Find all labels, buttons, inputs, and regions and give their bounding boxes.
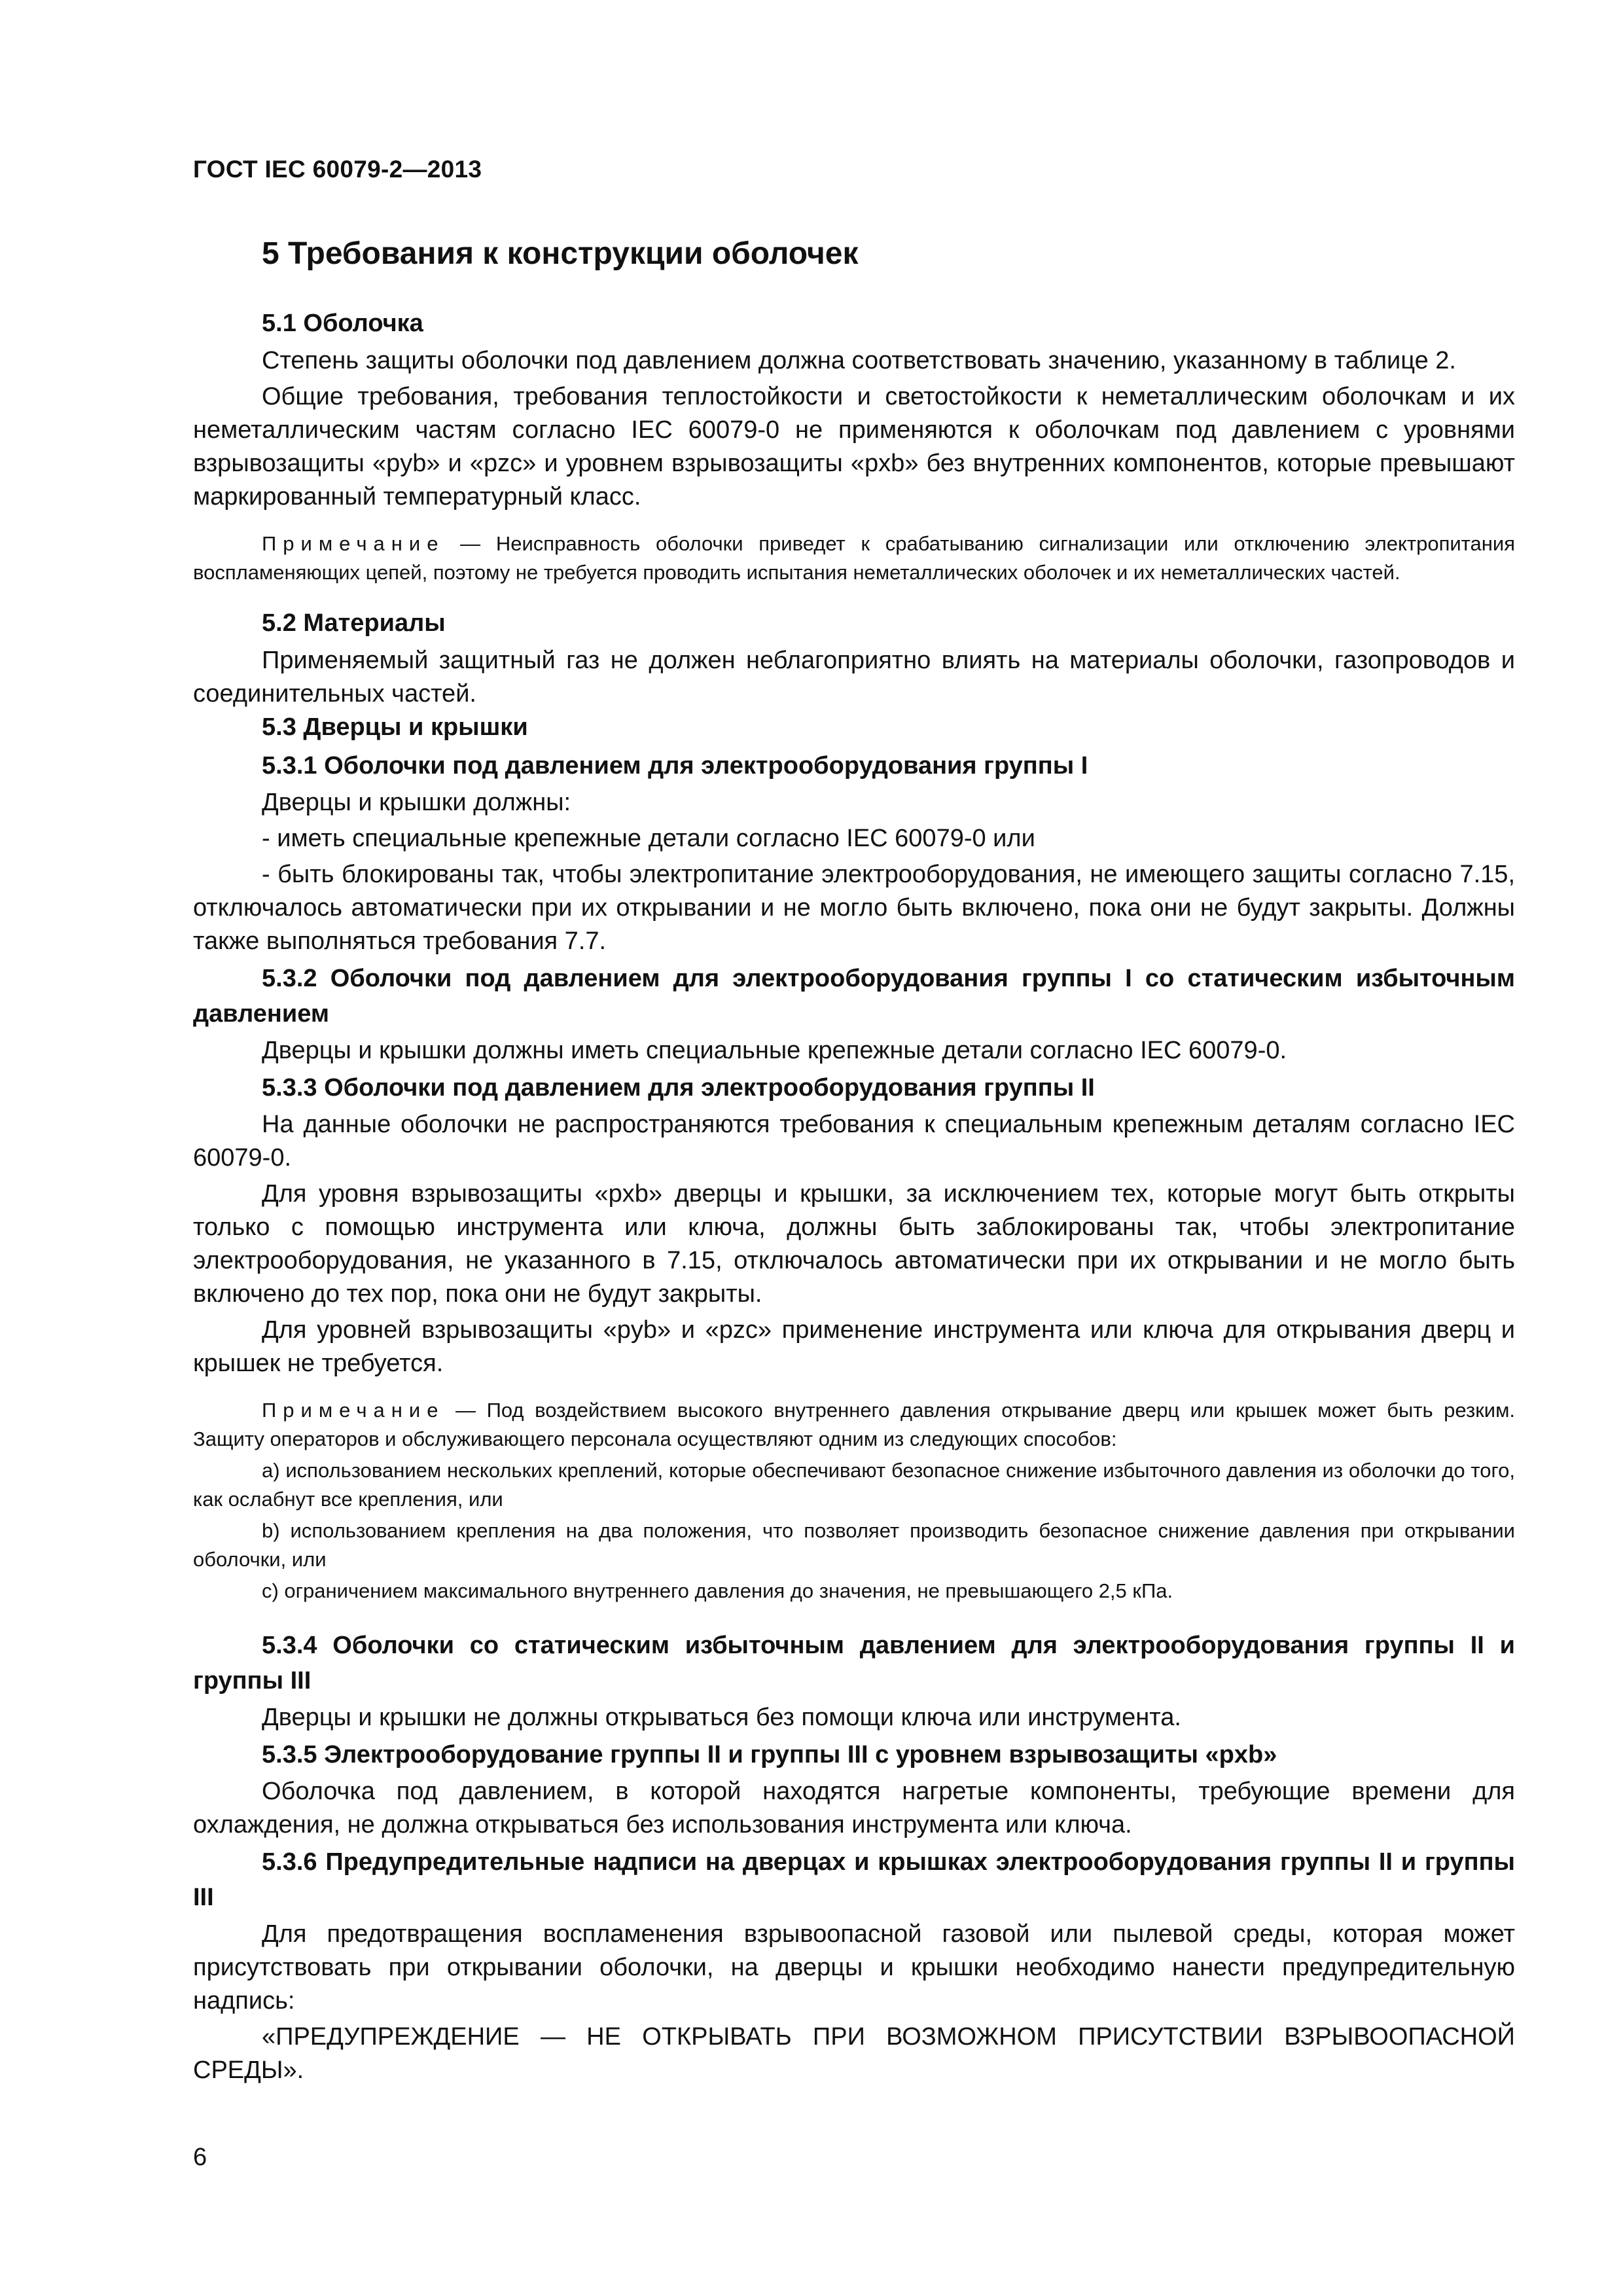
paragraph: Дверцы и крышки должны:	[262, 789, 571, 816]
spacer	[193, 516, 1515, 529]
note-label: Примечание	[262, 1399, 445, 1422]
page-content	[193, 156, 1515, 2090]
heading-5-3-5: 5.3.5 Электрооборудование группы II и группы III с уровнем взрывозащиты «pxb»	[262, 1741, 1277, 1768]
list-item: - быть блокированы так, чтобы электропитание электрооборудования, не имеющего защиты согласно 7.15, отключалось автоматически при их открывании и не могло быть включено, пока они не будут закрыты. Должны также выполняться требования 7.7.	[193, 861, 1515, 955]
spacer	[193, 590, 1515, 609]
note	[193, 1396, 1515, 1454]
paragraph: Для предотвращения воспламенения взрывоопасной газовой или пылевой среды, которая может присутствовать при открывании оболочки, на дверцы и крышки необходимо нанести предупредительную надпись:	[193, 1920, 1515, 2015]
section-title: 5 Требования к конструкции оболочек	[262, 236, 859, 271]
paragraph: Для уровней взрывозащиты «pyb» и «pzc» применение инструмента или ключа для открывания дверц и крышек не требуется.	[193, 1316, 1515, 1377]
spacer	[193, 1383, 1515, 1396]
heading-5-2: 5.2 Материалы	[262, 609, 446, 637]
note-item: c) ограничением максимального внутреннего давления до значения, не превышающего 2,5 кПа.	[262, 1579, 1173, 1602]
paragraph: На данные оболочки не распространяются требования к специальным крепежным деталям согласно IEC 60079-0.	[193, 1111, 1515, 1172]
note-text: — Под воздействием высокого внутреннего давления открывание дверц или крышек может быть резким. Защиту операторов и обслуживающего персонала осуществляют одним из следующих способов:	[193, 1399, 1515, 1450]
body-text	[193, 310, 1515, 2087]
standard-code: ГОСТ IEC 60079-2—2013	[193, 156, 482, 183]
paragraph: Для уровня взрывозащиты «pxb» дверцы и крышки, за исключением тех, которые могут быть открыты только с помощью инструмента или ключа, должны быть заблокированы так, чтобы электропитание электрооборудования, не указанного в 7.15, отключалось автоматически при их открывании и не могло быть включено до тех пор, пока они не будут закрыты.	[193, 1180, 1515, 1308]
paragraph: Степень защиты оболочки под давлением должна соответствовать значению, указанному в таблице 2.	[262, 347, 1456, 374]
paragraph: Применяемый защитный газ не должен неблагоприятно влиять на материалы оболочки, газопроводов и соединительных частей.	[193, 647, 1515, 708]
note-item: a) использованием нескольких креплений, которые обеспечивают безопасное снижение избыточного давления из оболочки до того, как ослабнут все крепления, или	[193, 1459, 1515, 1511]
paragraph: Оболочка под давлением, в которой находятся нагретые компоненты, требующие времени для охлаждения, не должна открываться без использования инструмента или ключа.	[193, 1778, 1515, 1839]
note-item: b) использованием крепления на два положения, что позволяет производить безопасное снижение давления при открывании оболочки, или	[193, 1519, 1515, 1571]
heading-5-3-6: 5.3.6 Предупредительные надписи на дверцах и крышках электрооборудования группы II и группы III	[193, 1848, 1515, 1911]
heading-5-1: 5.1 Оболочка	[262, 310, 423, 337]
page-number: 6	[193, 2144, 207, 2171]
heading-5-3-3: 5.3.3 Оболочки под давлением для электрооборудования группы II	[262, 1074, 1095, 1102]
heading-5-3-1: 5.3.1 Оболочки под давлением для электрооборудования группы I	[262, 752, 1088, 780]
heading-5-3-4: 5.3.4 Оболочки со статическим избыточным давлением для электрооборудования группы II и группы III	[193, 1632, 1515, 1695]
note-text: — Неисправность оболочки приведет к срабатыванию сигнализации или отключению электропитания воспламеняющих цепей, поэтому не требуется проводить испытания неметаллических оболочек и их неметаллических частей.	[193, 532, 1515, 584]
paragraph: Дверцы и крышки не должны открываться без помощи ключа или инструмента.	[262, 1704, 1181, 1731]
warning-text: «ПРЕДУПРЕЖДЕНИЕ — НЕ ОТКРЫВАТЬ ПРИ ВОЗМОЖНОМ ПРИСУТСТВИИ ВЗРЫВООПАСНОЙ СРЕДЫ».	[193, 2023, 1515, 2084]
heading-5-3-2: 5.3.2 Оболочки под давлением для электрооборудования группы I со статическим избыточным давлением	[193, 965, 1515, 1028]
note-label: Примечание	[262, 532, 445, 555]
heading-5-3: 5.3 Дверцы и крышки	[262, 713, 528, 741]
paragraph: Общие требования, требования теплостойкости и светостойкости к неметаллическим оболочкам и их неметаллическим частям согласно IEC 60079-0 не применяются к оболочкам под давлением с уровнями взрывозащиты «pyb» и «pzc» и уровнем взрывозащиты «pxb» без внутренних компонентов, которые превышают маркированный температурный класс.	[193, 383, 1515, 511]
paragraph: Дверцы и крышки должны иметь специальные крепежные детали согласно IEC 60079-0.	[262, 1037, 1287, 1064]
list-item: - иметь специальные крепежные детали согласно IEC 60079-0 или	[262, 825, 1035, 852]
spacer	[193, 1608, 1515, 1628]
note	[193, 529, 1515, 587]
